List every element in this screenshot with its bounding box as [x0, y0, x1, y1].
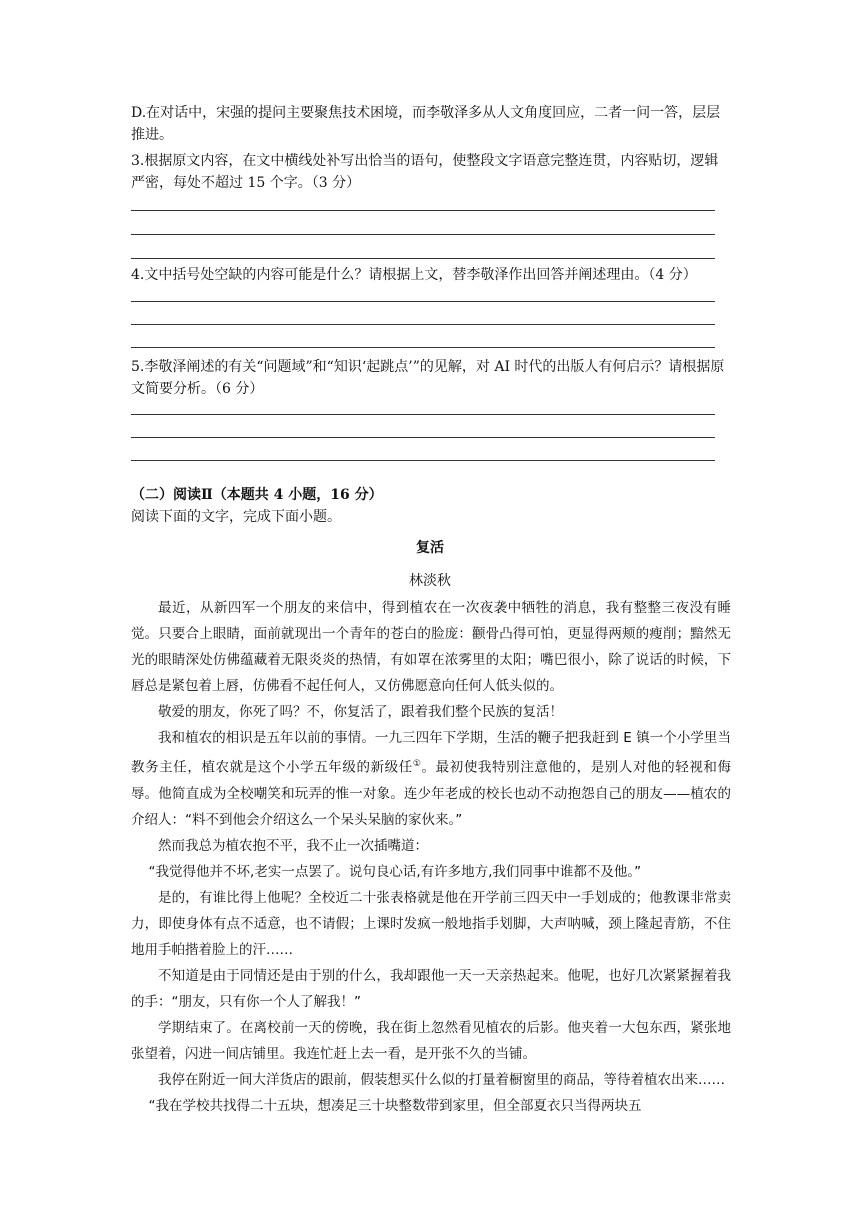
story-paragraph: 敬爱的朋友，你死了吗？不，你复活了，跟着我们整个民族的复活！	[158, 704, 563, 720]
story-body	[131, 595, 731, 1119]
story-text: 。最初使我特别注意他的，是别人对他的轻视和侮辱。他简直成为全校嘲笑和玩弄的惟一对象。连少年老成的校长也动不动抱怨自己的朋友——植农的介绍人：“料不到他会介绍这么一个呆头呆脑的家伙来。”	[131, 759, 732, 828]
question-5: 5.李敬泽阐述的有关“问题域”和“知识‘起跳点’”的见解，对 AI 时代的出版人有何启示？请根据原文简要分析。（6 分）	[131, 359, 725, 397]
story-text: 我和植农的相识是五年以前的事情。一九三四年下学期，生活的鞭子把我赶到 E 镇一个小学里当教务主任，植农就是这个小学五年级的新级任	[131, 730, 731, 776]
answer-line[interactable]	[131, 234, 715, 235]
story-paragraph: 不知道是由于同情还是由于别的什么，我却跟他一天一天亲热起来。他呢，也好几次紧紧握着我的手：“朋友，只有你一个人了解我！”	[131, 967, 731, 1010]
story-paragraph: 是的，有谁比得上他呢？全校近二十张表格就是他在开学前三四天中一手划成的；他教课非常卖力，即使身体有点不适意，也不请假；上课时发疯一般地指手划脚，大声呐喊，颈上隆起青筋，不住地用手帕揩着脸上的汗……	[131, 889, 731, 958]
question-4: 4.文中括号处空缺的内容可能是什么？请根据上文，替李敬泽作出回答并阐述理由。（4 分）	[131, 267, 697, 283]
answer-line[interactable]	[131, 414, 715, 415]
story-paragraph	[131, 725, 731, 833]
story-paragraph: “我在学校共找得二十五块，想凑足三十块整数带到家里，但全部夏衣只当得两块五	[148, 1097, 642, 1114]
story-title: 复活	[416, 540, 444, 556]
story-paragraph: 学期结束了。在离校前一天的傍晚，我在街上忽然看见植农的后影。他夹着一大包东西，紧张地张望着，闪进一间店铺里。我连忙赶上去一看，是开张不久的当铺。	[131, 1019, 731, 1062]
section-heading: （二）阅读Ⅱ（本题共 4 小题，16 分）	[131, 487, 383, 503]
story-paragraph: 然而我总为植农抱不平，我不止一次插嘴道：	[158, 837, 428, 854]
answer-line[interactable]	[131, 301, 715, 302]
answer-line[interactable]	[131, 460, 715, 461]
story-paragraph: “我觉得他并不坏,老实一点罢了。说句良心话,有许多地方,我们同事中谁都不及他。”	[148, 863, 642, 880]
question-2-option-d: D.在对话中，宋强的提问主要聚焦技术困境，而李敬泽多从人文角度回应，二者一问一答，层层推进。	[131, 105, 721, 143]
answer-line[interactable]	[131, 347, 715, 348]
footnote-marker[interactable]: ①	[412, 759, 422, 769]
answer-line[interactable]	[131, 258, 715, 259]
section-instruction: 阅读下面的文字，完成下面小题。	[131, 509, 341, 525]
story-paragraph: 我停在附近一间大洋货店的跟前，假装想买什么似的打量着橱窗里的商品，等待着植农出来……	[158, 1071, 725, 1088]
story-author: 林淡秋	[409, 573, 451, 589]
answer-line[interactable]	[131, 210, 715, 211]
question-3: 3.根据原文内容，在文中横线处补写出恰当的语句，使整段文字语意完整连贯，内容贴切，逻辑严密，每处不超过 15 个字。（3 分）	[131, 153, 719, 191]
answer-line[interactable]	[131, 437, 715, 438]
answer-line[interactable]	[131, 324, 715, 325]
story-paragraph: 最近，从新四军一个朋友的来信中，得到植农在一次夜袭中牺牲的消息，我有整整三夜没有睡觉。只要合上眼睛，面前就现出一个青年的苍白的脸庞：颧骨凸得可怕，更显得两颊的瘦削；黯然无光的眼睛深处仿佛蕴藏着无限炎炎的热情，有如罩在浓雾里的太阳；嘴巴很小，除了说话的时候，下唇总是紧包着上唇，仿佛看不起任何人，又仿佛愿意向任何人低头似的。	[131, 600, 731, 694]
